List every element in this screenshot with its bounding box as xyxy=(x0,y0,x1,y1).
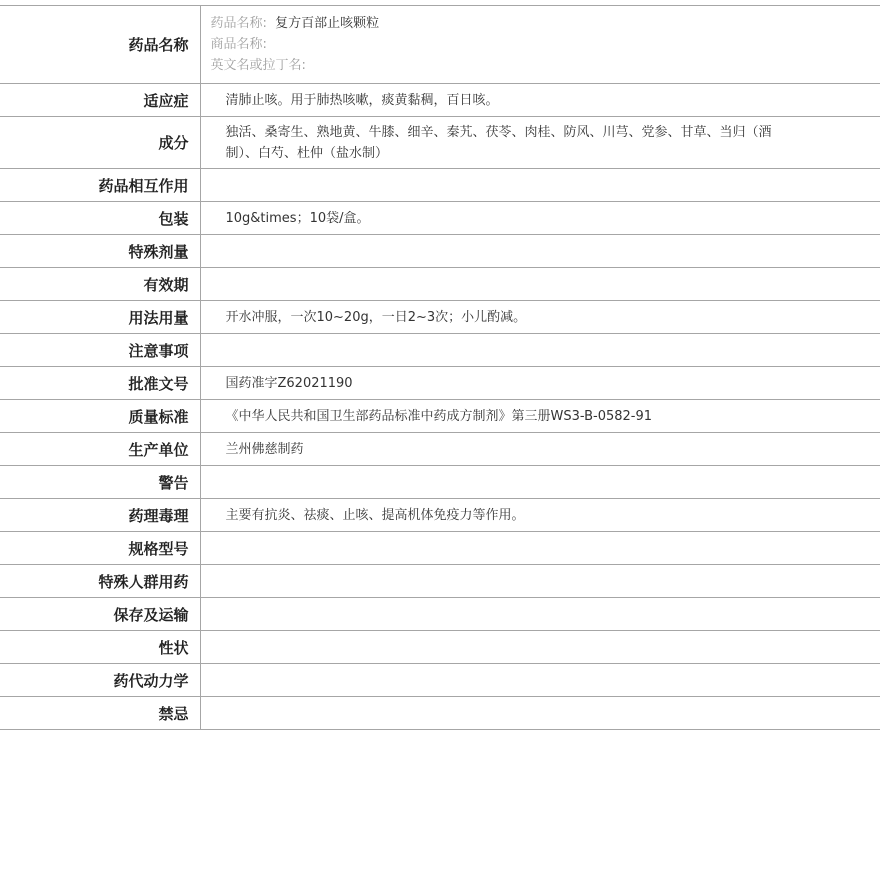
row-value: 兰州佛慈制药 xyxy=(200,433,880,466)
drug-name-cell xyxy=(200,6,880,84)
row-label: 药代动力学 xyxy=(0,664,200,697)
spec-row-warning xyxy=(0,466,880,499)
generic-name-value: 复方百部止咳颗粒 xyxy=(275,16,380,31)
row-label: 药理毒理 xyxy=(0,499,200,532)
row-value xyxy=(200,631,880,664)
spec-row-storage-transport xyxy=(0,598,880,631)
row-label: 药品相互作用 xyxy=(0,169,200,202)
row-value: 开水冲服，一次10~20g，一日2~3次；小儿酌减。 xyxy=(200,301,880,334)
spec-row-indications xyxy=(0,84,880,117)
row-value xyxy=(200,169,880,202)
row-value xyxy=(200,466,880,499)
row-value xyxy=(200,697,880,730)
spec-row-appearance xyxy=(0,631,880,664)
row-label: 性状 xyxy=(0,631,200,664)
row-value: 主要有抗炎、祛痰、止咳、提高机体免疫力等作用。 xyxy=(200,499,880,532)
spec-row-specification xyxy=(0,532,880,565)
spec-row-manufacturer xyxy=(0,433,880,466)
row-value: 清肺止咳。用于肺热咳嗽，痰黄黏稠，百日咳。 xyxy=(200,84,880,117)
english-name-line xyxy=(211,55,880,76)
spec-row-precautions xyxy=(0,334,880,367)
row-label: 包装 xyxy=(0,202,200,235)
english-name-key: 英文名或拉丁名: xyxy=(210,58,306,73)
row-label-drug-name: 药品名称 xyxy=(0,6,200,84)
row-value xyxy=(200,532,880,565)
row-value: 独活、桑寄生、熟地黄、牛膝、细辛、秦艽、茯苓、肉桂、防风、川芎、党参、甘草、当归（酒制）、白芍、杜仲（盐水制） xyxy=(200,117,880,169)
row-value xyxy=(200,235,880,268)
row-value: 10g&times；10袋/盒。 xyxy=(200,202,880,235)
row-value xyxy=(200,268,880,301)
row-label: 注意事项 xyxy=(0,334,200,367)
row-label: 批准文号 xyxy=(0,367,200,400)
spec-row-expiry xyxy=(0,268,880,301)
row-label: 有效期 xyxy=(0,268,200,301)
drug-spec-table xyxy=(0,5,880,730)
row-value: 国药准字Z62021190 xyxy=(200,367,880,400)
row-label: 保存及运输 xyxy=(0,598,200,631)
row-value xyxy=(200,565,880,598)
spec-row-special-populations xyxy=(0,565,880,598)
row-label: 禁忌 xyxy=(0,697,200,730)
spec-row-usage-dosage xyxy=(0,301,880,334)
row-value xyxy=(200,334,880,367)
spec-row-pharmacology xyxy=(0,499,880,532)
row-label: 适应症 xyxy=(0,84,200,117)
row-label: 质量标准 xyxy=(0,400,200,433)
row-label: 特殊人群用药 xyxy=(0,565,200,598)
spec-row-approval-number xyxy=(0,367,880,400)
spec-row-special-dosage xyxy=(0,235,880,268)
spec-row-packaging xyxy=(0,202,880,235)
spec-row-contraindications xyxy=(0,697,880,730)
generic-name-key: 药品名称: xyxy=(210,16,267,31)
spec-row-quality-standard xyxy=(0,400,880,433)
row-value: 《中华人民共和国卫生部药品标准中药成方制剂》第三册WS3-B-0582-91 xyxy=(200,400,880,433)
row-label: 特殊剂量 xyxy=(0,235,200,268)
trade-name-line xyxy=(211,34,880,55)
row-label: 生产单位 xyxy=(0,433,200,466)
row-label: 警告 xyxy=(0,466,200,499)
generic-name-line xyxy=(211,13,880,34)
spec-row-pharmacokinetics xyxy=(0,664,880,697)
drug-name-row xyxy=(0,6,880,84)
spec-row-ingredients xyxy=(0,117,880,169)
row-value xyxy=(200,598,880,631)
spec-row-interactions xyxy=(0,169,880,202)
row-label: 成分 xyxy=(0,117,200,169)
row-label: 用法用量 xyxy=(0,301,200,334)
trade-name-key: 商品名称: xyxy=(210,37,267,52)
row-label: 规格型号 xyxy=(0,532,200,565)
row-value xyxy=(200,664,880,697)
